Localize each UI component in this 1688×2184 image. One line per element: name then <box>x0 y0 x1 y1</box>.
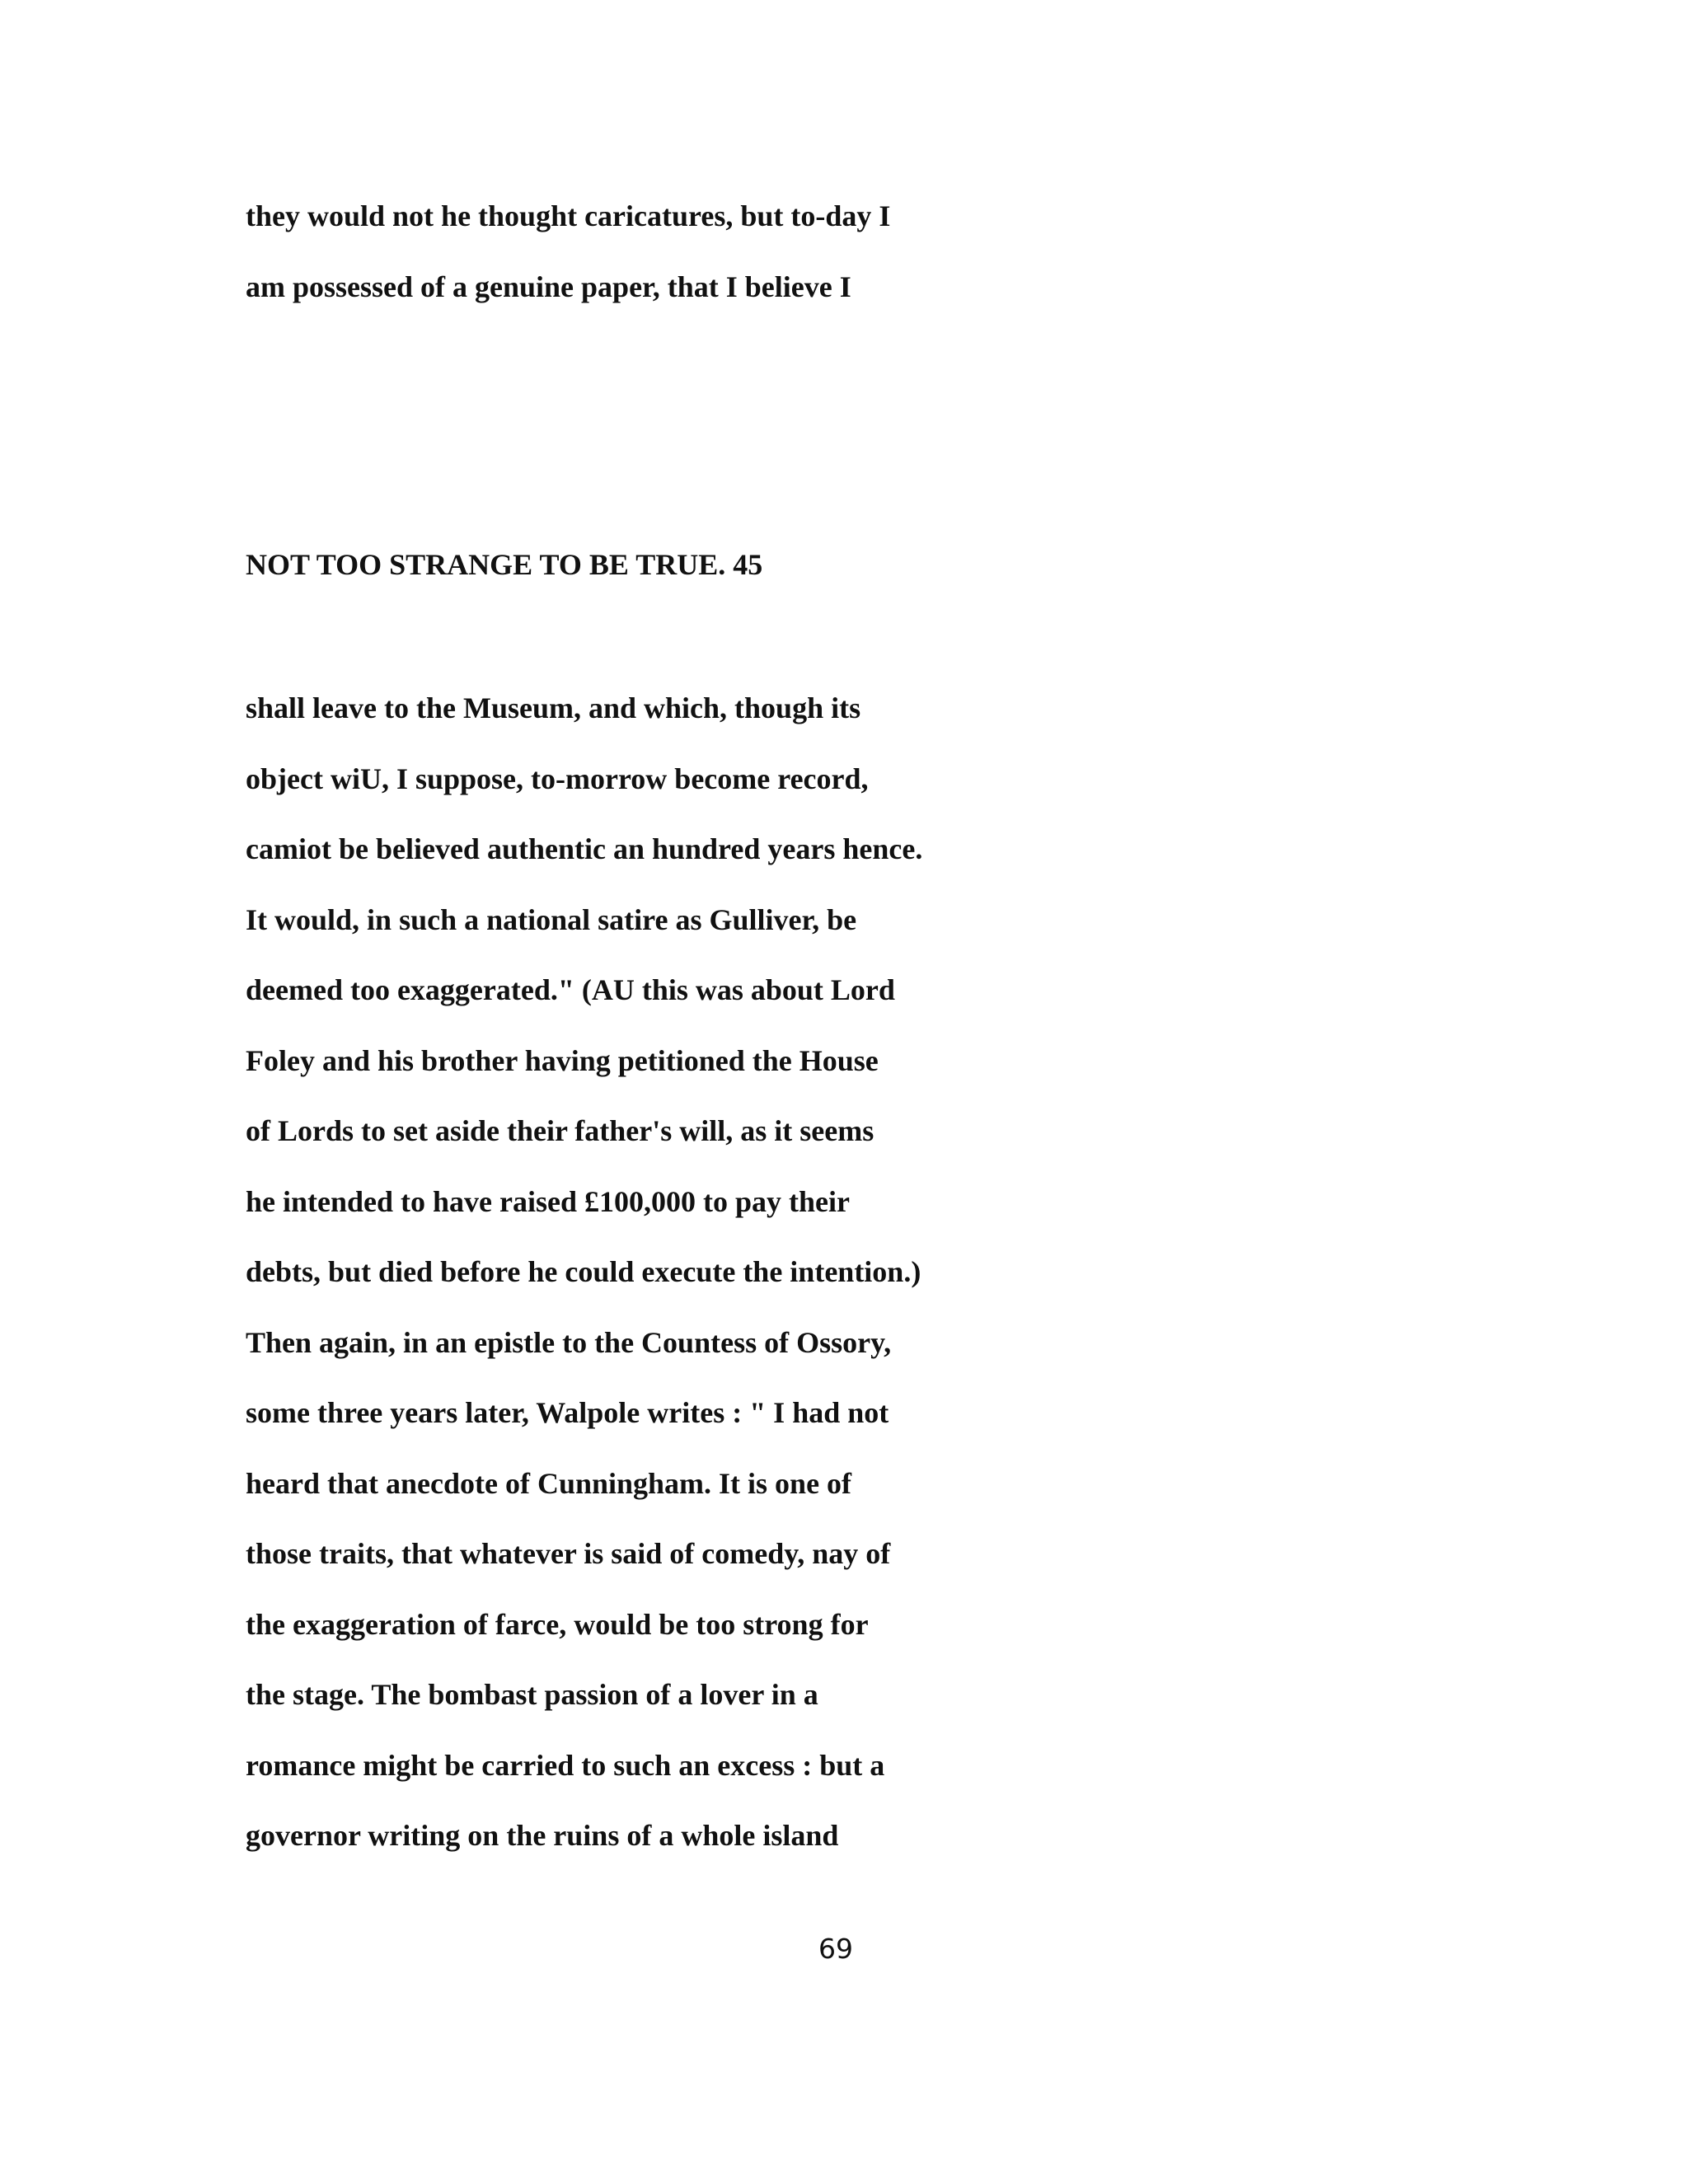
text-line: object wiU, I suppose, to-morrow become record, <box>246 762 869 795</box>
text-line: some three years later, Walpole writes : " I had not <box>246 1396 889 1429</box>
text-line: those traits, that whatever is said of comedy, nay of <box>246 1537 891 1570</box>
text-line: the stage. The bombast passion of a lover in a <box>246 1678 818 1711</box>
text-line: am possessed of a genuine paper, that I believe I <box>246 269 851 303</box>
text-line: Then again, in an epistle to the Countess of Ossory, <box>246 1325 892 1359</box>
text-line: Foley and his brother having petitioned the House <box>246 1043 879 1077</box>
text-line: he intended to have raised £100,000 to pay their <box>246 1184 850 1218</box>
text-line: deemed too exaggerated." (AU this was about Lord <box>246 973 895 1006</box>
text-line: camiot be believed authentic an hundred years hence. <box>246 832 923 865</box>
text-line: the exaggeration of farce, would be too strong for <box>246 1607 869 1641</box>
text-line: they would not he thought caricatures, but to-day I <box>246 199 891 232</box>
text-block-top <box>246 181 1400 322</box>
text-line: governor writing on the ruins of a whole island <box>246 1819 839 1852</box>
text-line: shall leave to the Museum, and which, though its <box>246 691 861 724</box>
running-head: NOT TOO STRANGE TO BE TRUE. 45 <box>246 548 763 581</box>
text-line: romance might be carried to such an excess : but a <box>246 1748 885 1782</box>
text-line: heard that anecdote of Cunningham. It is one of <box>246 1466 852 1500</box>
text-block-main <box>246 673 1400 1872</box>
text-line: It would, in such a national satire as Gulliver, be <box>246 902 857 936</box>
text-line: of Lords to set aside their father's will, as it seems <box>246 1114 874 1147</box>
page-number: 69 <box>818 1933 853 1965</box>
text-line: debts, but died before he could execute the intention.) <box>246 1255 921 1288</box>
